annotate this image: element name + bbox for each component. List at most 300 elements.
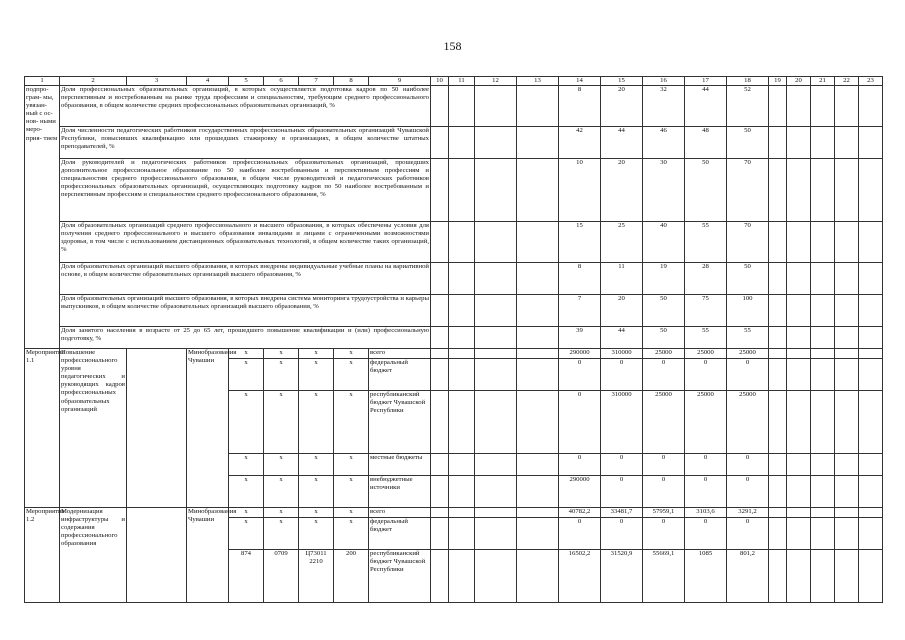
empty-cell	[811, 550, 835, 603]
funding-source: федеральный бюджет	[369, 359, 431, 391]
budget-code-expense: x	[334, 518, 369, 550]
budget-code-target: Ц73011 2210	[299, 550, 334, 603]
funding-value: 0	[559, 518, 601, 550]
funding-value: 0	[685, 359, 727, 391]
empty-cell	[431, 518, 449, 550]
empty-cell	[787, 263, 811, 295]
budget-code-target: x	[299, 508, 334, 518]
indicator-value: 10	[559, 159, 601, 222]
funding-value: 25000	[643, 391, 685, 454]
empty-cell	[859, 327, 883, 349]
empty-cell	[449, 159, 475, 222]
empty-cell	[449, 349, 475, 359]
empty-cell	[769, 86, 787, 127]
budget-code-expense: x	[334, 359, 369, 391]
activity-executor: Минобразования Чувашии	[187, 508, 229, 603]
empty-cell	[517, 159, 559, 222]
column-number: 9	[369, 77, 431, 86]
empty-cell	[769, 295, 787, 327]
empty-cell	[769, 327, 787, 349]
funding-value: 310000	[601, 349, 643, 359]
empty-cell	[859, 295, 883, 327]
indicator-value: 50	[727, 263, 769, 295]
indicator-value: 19	[643, 263, 685, 295]
empty-cell	[835, 391, 859, 454]
column-number: 21	[811, 77, 835, 86]
empty-cell	[811, 127, 835, 159]
empty-cell	[431, 550, 449, 603]
empty-cell	[787, 359, 811, 391]
empty-cell	[769, 508, 787, 518]
funding-value: 0	[601, 476, 643, 508]
empty-cell	[859, 550, 883, 603]
indicator-value: 11	[601, 263, 643, 295]
empty-cell	[449, 550, 475, 603]
column-number: 5	[229, 77, 264, 86]
budget-code-grbs: 874	[229, 550, 264, 603]
funding-value: 16502,2	[559, 550, 601, 603]
funding-value: 25000	[727, 349, 769, 359]
column-number: 12	[475, 77, 517, 86]
empty-cell	[769, 159, 787, 222]
empty-cell	[517, 327, 559, 349]
column-number: 19	[769, 77, 787, 86]
program-table	[24, 76, 883, 603]
empty-cell	[811, 391, 835, 454]
column-number: 6	[264, 77, 299, 86]
indicator-value: 50	[643, 295, 685, 327]
empty-cell	[811, 476, 835, 508]
indicator-value: 30	[643, 159, 685, 222]
empty-cell	[517, 518, 559, 550]
empty-cell	[859, 159, 883, 222]
empty-cell	[787, 295, 811, 327]
empty-cell	[859, 263, 883, 295]
empty-cell	[859, 508, 883, 518]
empty-cell	[431, 86, 449, 127]
column-number: 3	[127, 77, 187, 86]
empty-cell	[835, 349, 859, 359]
funding-value: 290000	[559, 349, 601, 359]
empty-cell	[859, 127, 883, 159]
indicator-value: 70	[727, 159, 769, 222]
empty-cell	[449, 476, 475, 508]
indicator-value: 7	[559, 295, 601, 327]
empty-cell	[787, 327, 811, 349]
empty-cell	[449, 263, 475, 295]
column-number: 7	[299, 77, 334, 86]
indicator-text: Доля образовательных организаций высшего образования, в которых внедрена система мониторинга трудоустройства и карьеры выпускников, в общем количестве образовательных организаций высшего образования, %	[60, 295, 431, 327]
indicator-value: 44	[601, 327, 643, 349]
empty-cell	[475, 508, 517, 518]
funding-source: республиканский бюджет Чувашской Республики	[369, 550, 431, 603]
empty-cell	[835, 159, 859, 222]
column-number: 4	[187, 77, 229, 86]
column-number: 22	[835, 77, 859, 86]
empty-cell	[787, 222, 811, 263]
budget-code-section: x	[264, 508, 299, 518]
empty-cell	[769, 263, 787, 295]
empty-cell	[835, 222, 859, 263]
budget-code-section: 0709	[264, 550, 299, 603]
budget-code-grbs: x	[229, 476, 264, 508]
funding-value: 0	[559, 391, 601, 454]
funding-value: 25000	[727, 391, 769, 454]
empty-cell	[859, 454, 883, 476]
activity-title: Повышение профессионального уровня педагогических и руководящих кадров профессиональных образовательных организаций	[60, 349, 127, 508]
empty-cell	[859, 359, 883, 391]
empty-cell	[517, 454, 559, 476]
indicator-value: 52	[727, 86, 769, 127]
indicator-value: 70	[727, 222, 769, 263]
empty-cell	[811, 359, 835, 391]
empty-cell	[787, 476, 811, 508]
funding-source: всего	[369, 349, 431, 359]
funding-value: 0	[643, 476, 685, 508]
funding-value: 31520,9	[601, 550, 643, 603]
empty-cell	[431, 349, 449, 359]
empty-cell	[449, 518, 475, 550]
indicator-value: 40	[643, 222, 685, 263]
indicator-value: 55	[685, 222, 727, 263]
empty-cell	[787, 159, 811, 222]
empty-cell	[811, 159, 835, 222]
budget-code-section: x	[264, 454, 299, 476]
column-number-row	[25, 77, 883, 86]
indicator-text: Доля профессиональных образовательных организаций, в которых осуществляется подготовка кадров по 50 наиболее перспективным и востребованным на рынке труда профессиям и специальностям, требующим среднего профессионального образования, в общем количестве средних профессиональных образовательных организаций, %	[60, 86, 431, 127]
funding-value: 0	[601, 454, 643, 476]
funding-source: федеральный бюджет	[369, 518, 431, 550]
funding-value: 801,2	[727, 550, 769, 603]
empty-cell	[517, 86, 559, 127]
empty-cell	[835, 327, 859, 349]
empty-cell	[475, 476, 517, 508]
indicator-value: 44	[685, 86, 727, 127]
empty-cell	[787, 550, 811, 603]
empty-cell	[769, 454, 787, 476]
empty-cell	[475, 86, 517, 127]
budget-code-grbs: x	[229, 518, 264, 550]
budget-code-section: x	[264, 349, 299, 359]
indicator-value: 20	[601, 159, 643, 222]
indicator-text: Доля образовательных организаций высшего образования, в которых внедрены индивидуальные учебные планы на вариативной основе, в общем количестве образовательных организаций высшего образования, %	[60, 263, 431, 295]
budget-code-section: x	[264, 476, 299, 508]
indicator-value: 28	[685, 263, 727, 295]
indicator-value: 55	[727, 327, 769, 349]
empty-cell	[835, 86, 859, 127]
indicator-row	[25, 127, 883, 159]
empty-cell	[835, 508, 859, 518]
indicator-value: 100	[727, 295, 769, 327]
indicator-text: Доля занятого населения в возрасте от 25 до 65 лет, прошедшего повышение квалификации и (или) профессиональную подготовку, %	[60, 327, 431, 349]
indicator-value: 39	[559, 327, 601, 349]
indicator-value: 44	[601, 127, 643, 159]
budget-code-target: x	[299, 518, 334, 550]
empty-cell	[787, 454, 811, 476]
empty-cell	[787, 518, 811, 550]
budget-code-section: x	[264, 359, 299, 391]
budget-code-grbs: x	[229, 391, 264, 454]
empty-cell	[859, 86, 883, 127]
funding-source: местные бюджеты	[369, 454, 431, 476]
empty-cell	[449, 327, 475, 349]
empty-cell	[811, 263, 835, 295]
indicator-value: 20	[601, 295, 643, 327]
column-number: 20	[787, 77, 811, 86]
indicator-value: 50	[727, 127, 769, 159]
budget-code-expense: x	[334, 391, 369, 454]
empty-cell	[811, 518, 835, 550]
column-number: 17	[685, 77, 727, 86]
empty-cell	[835, 550, 859, 603]
empty-cell	[811, 222, 835, 263]
indicator-text: Доля руководителей и педагогических работников профессиональных образовательных организаций, прошедших дополнительное профессиональное образование по 50 наиболее востребованным и перспективным профессиям и специальностям среднего профессионального образования, в общем числе руководителей и педагогических работников профессиональных образовательных организаций, осуществляющих подготовку кадров по 50 наиболее востребованным и перспективным профессиям и специальностям среднего профессионального образования, %	[60, 159, 431, 222]
empty-cell	[431, 295, 449, 327]
funding-value: 0	[643, 454, 685, 476]
funding-value: 55669,1	[643, 550, 685, 603]
empty-cell	[449, 359, 475, 391]
empty-cell	[811, 327, 835, 349]
empty-cell	[769, 127, 787, 159]
indicator-block-label: подпро- грам- мы, увязан- ный с ос- нов- ными меро- прия- тием	[25, 86, 60, 349]
empty-cell	[475, 127, 517, 159]
empty-cell	[475, 550, 517, 603]
funding-value: 0	[727, 454, 769, 476]
funding-value: 0	[643, 518, 685, 550]
budget-code-expense: x	[334, 454, 369, 476]
funding-value: 0	[601, 518, 643, 550]
activity-executor: Минобразования Чувашии	[187, 349, 229, 508]
funding-value: 1085	[685, 550, 727, 603]
empty-cell	[859, 518, 883, 550]
empty-cell	[431, 222, 449, 263]
empty-cell	[517, 359, 559, 391]
empty-cell	[431, 263, 449, 295]
funding-value: 40782,2	[559, 508, 601, 518]
empty-cell	[769, 391, 787, 454]
empty-cell	[769, 518, 787, 550]
empty-cell	[811, 349, 835, 359]
empty-cell	[431, 359, 449, 391]
empty-cell	[835, 295, 859, 327]
funding-value: 0	[685, 476, 727, 508]
funding-value: 0	[727, 359, 769, 391]
indicator-value: 25	[601, 222, 643, 263]
empty-cell	[475, 159, 517, 222]
budget-code-grbs: x	[229, 454, 264, 476]
empty-cell	[835, 359, 859, 391]
empty-cell	[475, 391, 517, 454]
empty-cell	[517, 222, 559, 263]
column-number: 10	[431, 77, 449, 86]
funding-value: 25000	[685, 349, 727, 359]
empty-cell	[859, 222, 883, 263]
budget-code-section: x	[264, 391, 299, 454]
funding-value: 57959,1	[643, 508, 685, 518]
funding-value: 25000	[643, 349, 685, 359]
indicator-value: 32	[643, 86, 685, 127]
empty-cell	[431, 159, 449, 222]
indicator-row	[25, 159, 883, 222]
empty-cell	[475, 327, 517, 349]
budget-code-grbs: x	[229, 349, 264, 359]
funding-value: 0	[727, 518, 769, 550]
empty-cell	[787, 349, 811, 359]
empty-cell	[127, 349, 187, 508]
funding-value: 0	[685, 518, 727, 550]
column-number: 16	[643, 77, 685, 86]
empty-cell	[811, 295, 835, 327]
indicator-row	[25, 263, 883, 295]
empty-cell	[517, 263, 559, 295]
funding-source: республиканский бюджет Чувашской Республики	[369, 391, 431, 454]
empty-cell	[127, 508, 187, 603]
empty-cell	[475, 349, 517, 359]
activity-title: Модернизация инфраструктуры и содержания профессионального образования	[60, 508, 127, 603]
empty-cell	[859, 349, 883, 359]
indicator-value: 55	[685, 327, 727, 349]
budget-code-grbs: x	[229, 359, 264, 391]
page-number: 158	[443, 39, 462, 53]
funding-value: 0	[559, 359, 601, 391]
indicator-row	[25, 86, 883, 127]
funding-value: 25000	[685, 391, 727, 454]
budget-code-grbs: x	[229, 508, 264, 518]
funding-source: всего	[369, 508, 431, 518]
indicator-value: 46	[643, 127, 685, 159]
empty-cell	[787, 127, 811, 159]
column-number: 1	[25, 77, 60, 86]
funding-source: внебюджетные источники	[369, 476, 431, 508]
column-number: 23	[859, 77, 883, 86]
column-number: 11	[449, 77, 475, 86]
budget-code-section: x	[264, 518, 299, 550]
empty-cell	[431, 327, 449, 349]
empty-cell	[835, 454, 859, 476]
activity-code: Мероприятие 1.1	[25, 349, 60, 508]
budget-code-expense: x	[334, 476, 369, 508]
empty-cell	[835, 476, 859, 508]
indicator-value: 20	[601, 86, 643, 127]
empty-cell	[811, 508, 835, 518]
indicator-text: Доля численности педагогических работников государственных профессиональных образовательных организаций Чувашской Республики, повысивших квалификацию или прошедших стажировку в организациях, в общем количестве штатных преподавателей, %	[60, 127, 431, 159]
column-number: 2	[60, 77, 127, 86]
empty-cell	[859, 476, 883, 508]
activity-code: Мероприятие 1.2	[25, 508, 60, 603]
funding-value: 0	[601, 359, 643, 391]
funding-value: 310000	[601, 391, 643, 454]
empty-cell	[431, 391, 449, 454]
column-number: 14	[559, 77, 601, 86]
empty-cell	[769, 550, 787, 603]
empty-cell	[449, 508, 475, 518]
empty-cell	[787, 86, 811, 127]
empty-cell	[811, 86, 835, 127]
empty-cell	[769, 359, 787, 391]
empty-cell	[811, 454, 835, 476]
indicator-row	[25, 295, 883, 327]
activity-row	[25, 508, 883, 518]
funding-value: 0	[727, 476, 769, 508]
indicator-text: Доля образовательных организаций среднего профессионального и высшего образования, в которых обеспечены условия для получения среднего профессионального и высшего образования инвалидами и лицами с ограниченными возможностями здоровья, в том числе с использованием дистанционных образовательных технологий, в общем количестве таких организаций, %	[60, 222, 431, 263]
empty-cell	[449, 222, 475, 263]
budget-code-expense: 200	[334, 550, 369, 603]
empty-cell	[449, 86, 475, 127]
empty-cell	[449, 391, 475, 454]
empty-cell	[859, 391, 883, 454]
column-number: 18	[727, 77, 769, 86]
funding-value: 0	[559, 454, 601, 476]
empty-cell	[517, 127, 559, 159]
funding-value: 0	[685, 454, 727, 476]
empty-cell	[769, 476, 787, 508]
empty-cell	[449, 454, 475, 476]
column-number: 8	[334, 77, 369, 86]
empty-cell	[769, 349, 787, 359]
indicator-value: 48	[685, 127, 727, 159]
funding-value: 290000	[559, 476, 601, 508]
indicator-value: 8	[559, 263, 601, 295]
indicator-value: 50	[643, 327, 685, 349]
empty-cell	[517, 550, 559, 603]
empty-cell	[517, 349, 559, 359]
column-number: 15	[601, 77, 643, 86]
empty-cell	[517, 476, 559, 508]
empty-cell	[475, 518, 517, 550]
column-number: 13	[517, 77, 559, 86]
empty-cell	[787, 508, 811, 518]
budget-code-target: x	[299, 454, 334, 476]
empty-cell	[449, 127, 475, 159]
empty-cell	[517, 391, 559, 454]
empty-cell	[475, 222, 517, 263]
funding-value: 3103,6	[685, 508, 727, 518]
empty-cell	[431, 476, 449, 508]
indicator-value: 15	[559, 222, 601, 263]
budget-code-target: x	[299, 359, 334, 391]
empty-cell	[517, 508, 559, 518]
empty-cell	[431, 127, 449, 159]
indicator-row	[25, 222, 883, 263]
indicator-value: 8	[559, 86, 601, 127]
empty-cell	[787, 391, 811, 454]
empty-cell	[517, 295, 559, 327]
empty-cell	[431, 508, 449, 518]
indicator-row	[25, 327, 883, 349]
budget-code-expense: x	[334, 349, 369, 359]
indicator-value: 50	[685, 159, 727, 222]
empty-cell	[835, 127, 859, 159]
empty-cell	[769, 222, 787, 263]
funding-value: 33481,7	[601, 508, 643, 518]
budget-code-target: x	[299, 476, 334, 508]
budget-code-target: x	[299, 349, 334, 359]
indicator-value: 42	[559, 127, 601, 159]
activity-row	[25, 349, 883, 359]
empty-cell	[475, 454, 517, 476]
indicator-value: 75	[685, 295, 727, 327]
empty-cell	[475, 295, 517, 327]
budget-code-expense: x	[334, 508, 369, 518]
empty-cell	[475, 263, 517, 295]
funding-value: 0	[643, 359, 685, 391]
empty-cell	[835, 518, 859, 550]
budget-code-target: x	[299, 391, 334, 454]
empty-cell	[475, 359, 517, 391]
empty-cell	[449, 295, 475, 327]
empty-cell	[431, 454, 449, 476]
empty-cell	[835, 263, 859, 295]
